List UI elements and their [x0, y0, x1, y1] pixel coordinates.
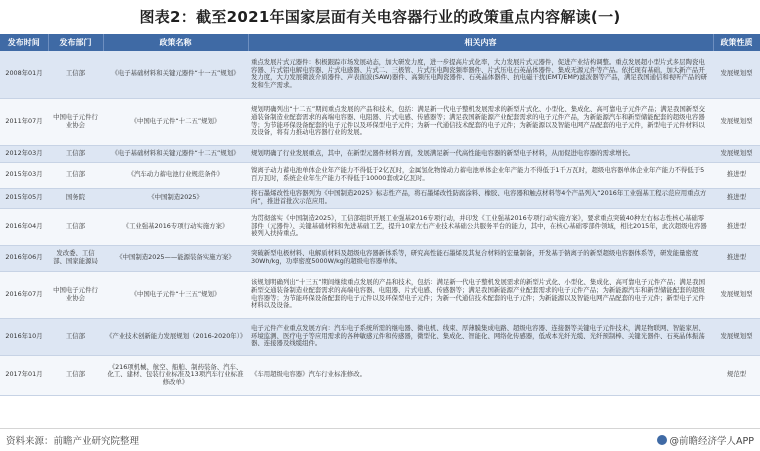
table-row — [0, 145, 760, 162]
cell-content: 《车用超级电容器》汽车行业标准修改。 — [248, 355, 713, 395]
cell-dept: 工信部 — [48, 51, 103, 98]
brand-logo-icon — [657, 435, 667, 445]
header-date: 发布时间 — [0, 34, 48, 51]
cell-content: 为贯彻落实《中国制造2025》，工信部组织开展工业强基2016专项行动，并印发《工业强基2016专项行动实施方案》，要求重点突破40种左右标志性核心基础零部件（元器件）、关键基础材料和先进基础工艺，提升10家左右产业技术基础公共服务平台的能力，其中，在核心基础零部件领域，相比2015年，此次超级电容器被列入扶持重点。 — [248, 208, 713, 245]
cell-content: 规划明确了行业发展重点，其中，在新型元器件材料方面，发展满足新一代高性能电容器的新型电子材料，从而促进电容器的需求增长。 — [248, 145, 713, 162]
cell-type: 发展规划型 — [713, 318, 760, 355]
cell-date: 2011年07月 — [0, 98, 48, 145]
table-header-row — [0, 34, 760, 51]
header-content: 相关内容 — [248, 34, 713, 51]
header-dept: 发布部门 — [48, 34, 103, 51]
cell-dept: 工信部 — [48, 208, 103, 245]
table-row — [0, 318, 760, 355]
cell-type: 发展规划型 — [713, 51, 760, 98]
cell-date: 2012年03月 — [0, 145, 48, 162]
cell-type: 发展规划型 — [713, 271, 760, 318]
table-row — [0, 355, 760, 395]
cell-type: 推进型 — [713, 208, 760, 245]
cell-type: 发展规划型 — [713, 98, 760, 145]
cell-dept: 发改委、工信部、国家能源局 — [48, 245, 103, 271]
cell-name: 《产业技术创新能力发展规划（2016-2020年）》 — [103, 318, 248, 355]
cell-date: 2017年01月 — [0, 355, 48, 395]
table-row — [0, 51, 760, 98]
brand — [657, 433, 754, 447]
cell-name: 《电子基础材料和关键元器件“十一五”规划》 — [103, 51, 248, 98]
cell-dept: 工信部 — [48, 162, 103, 188]
cell-date: 2015年03月 — [0, 162, 48, 188]
table-row — [0, 188, 760, 208]
table-row — [0, 208, 760, 245]
cell-content: 规划明确列出“十二五”期间重点发展的产品和技术，包括：满足新一代电子整机发展需求的新型片式化、小型化、集成化、高可靠电子元件产品；满足我国新型交通装备制造业配套需求的高端电容器、电阻器、片式电感、传感器等；满足我国新能源产业配套需求的电子元件产品，为新能源汽车和新型储能配套的超级电容器等；为节能环保设备配套的电子元件以及环保型电子元件；为新一代通信技术配套的电子元件；为新能源以及智能电网产品配套的电子元件，新型电子元件材料以及设备，将有力推动电容器行业的发展。 — [248, 98, 713, 145]
cell-content: 该规划明确列出“十三五”期间继续重点发展的产品和技术，包括：满足新一代电子整机发展需求的新型片式化、小型化、集成化、高可靠电子元件产品；满足我国新型交通装备制造业配套需求的高端电容器、电阻器、片式电感、传感器等；满足我国新能源产业配套需求的电子元件产品；为新能源汽车和新型储能配套的超级电容器等；为节能环保设备配套的电子元件以及环保型电子元件；为新一代通信技术配套的电子元件；为新能源以及智能电网产品配套的电子元件；新型电子元件材料以及设备。 — [248, 271, 713, 318]
table-row — [0, 162, 760, 188]
cell-name: 《电子基础材料和关键元器件“十二五”规划》 — [103, 145, 248, 162]
cell-type: 发展规划型 — [713, 145, 760, 162]
cell-dept: 国务院 — [48, 188, 103, 208]
brand-label: @前瞻经济学人APP — [669, 436, 754, 447]
cell-name: 《汽车动力蓄电池行业规范条件》 — [103, 162, 248, 188]
cell-dept: 工信部 — [48, 355, 103, 395]
cell-name: 《中国电子元件“十三五”规划》 — [103, 271, 248, 318]
footer — [0, 428, 760, 451]
cell-content: 镍离子动力蓄电池单体企业年产能力不得低于2亿瓦时，金属氢化物镍动力蓄电池单体企业年产能力不得低于1千万瓦时，超级电容器单体企业年产能力不得低于5百万瓦时，系统企业年生产能力不得低于10000套或2亿瓦时。 — [248, 162, 713, 188]
page-title: 图表2：截至2021年国家层面有关电容器行业的政策重点内容解读(一) — [139, 8, 621, 26]
cell-name: 《中国制造2025——能源装备实施方案》 — [103, 245, 248, 271]
cell-date: 2015年05月 — [0, 188, 48, 208]
cell-content: 重点发展片式元器件：积极跟踪市场发展动态，加大研发力度，进一步提高片式化率，大力发展片式元器件，促进产业结构调整。重点发展超小型片式多层陶瓷电容器、片式铝电解电容器、片式电感器、片式二、三极管、片式压电陶瓷频率器件、片式压电石英晶体器件、集成无源元件等产品。依托现有基础，加大新产品开发力度，大力发展微波介质器件、声表面波(SAW)器件、高频压电陶瓷器件、石英晶体器件、抗电磁干扰(EMT/EMP)滤波器等产品，满足我国通信和视听产品的研发和生产需求。 — [248, 51, 713, 98]
cell-content: 突破新型电极材料、电解质材料及超级电容器新体系等，研究高性能石墨烯及其复合材料的宏量制备，开发基于钠离子的新型超级电容器体系等，研发能量密度30Wh/kg，功率密度5000W/kg的超级电容器单体。 — [248, 245, 713, 271]
cell-date: 2016年04月 — [0, 208, 48, 245]
cell-name: 《中国制造2025》 — [103, 188, 248, 208]
source-note: 资料来源：前瞻产业研究院整理 — [6, 436, 140, 447]
table-row — [0, 271, 760, 318]
cell-content: 将石墨烯改性电容器列为《中国制造2025》标志性产品，将石墨烯改性防腐涂料、橡胶、电容器和触点材料等4个产品列入“2016年工业强基工程示范应用重点方向”，推进首批次示范应用。 — [248, 188, 713, 208]
cell-dept: 工信部 — [48, 318, 103, 355]
cell-name: 《中国电子元件“十二五”规划》 — [103, 98, 248, 145]
cell-date: 2016年06月 — [0, 245, 48, 271]
cell-type: 推进型 — [713, 245, 760, 271]
table-row — [0, 245, 760, 271]
header-name: 政策名称 — [103, 34, 248, 51]
cell-name: 《工业强基2016专项行动实施方案》 — [103, 208, 248, 245]
cell-type: 推进型 — [713, 188, 760, 208]
cell-name: 《216项机械、航空、船舶、制药装备、汽车、化工、建材、包装行业标准及13项汽车行业标准修改单》 — [103, 355, 248, 395]
header-type: 政策性质 — [713, 34, 760, 51]
cell-date: 2016年10月 — [0, 318, 48, 355]
cell-dept: 中国电子元件行业协会 — [48, 98, 103, 145]
policy-table — [0, 34, 760, 396]
cell-content: 电子元件产业重点发展方向：汽车电子系统所需的继电器、微电机、线束、厚薄膜集成电路、超级电容器、连接器等关键电子元件技术，满足物联网、智能家居、环境监测、医疗电子等应用需求的各种敏感元件和传感器，微型化、集成化、智能化、网络化传感器，低成本光纤光缆、光纤预制棒、关键光器件、石英晶体振荡器、连接器及线缆组件。 — [248, 318, 713, 355]
cell-dept: 中国电子元件行业协会 — [48, 271, 103, 318]
cell-type: 推进型 — [713, 162, 760, 188]
cell-type: 规范型 — [713, 355, 760, 395]
cell-date: 2008年01月 — [0, 51, 48, 98]
table-row — [0, 98, 760, 145]
cell-date: 2016年07月 — [0, 271, 48, 318]
cell-dept: 工信部 — [48, 145, 103, 162]
